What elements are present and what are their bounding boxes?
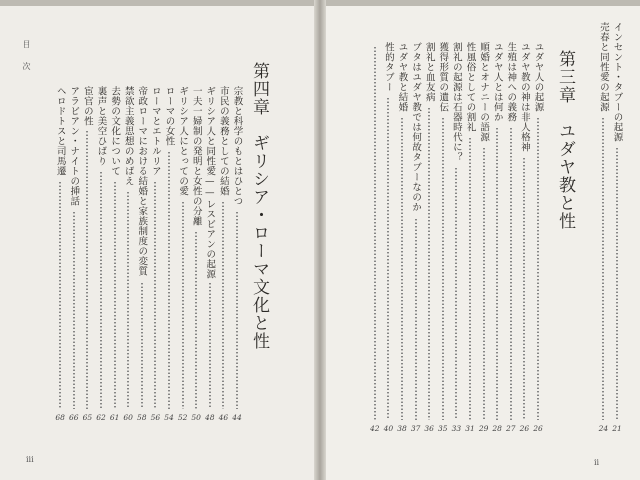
toc-page-number: 36: [424, 424, 434, 433]
leader-dots: [523, 157, 525, 420]
toc-page-number: 24: [598, 424, 609, 433]
toc-entry-title: 禁欲主義思想のめばえ: [122, 86, 134, 186]
toc-entry-title: 市民の義務としての結婚: [217, 86, 229, 196]
leader-dots: [154, 181, 156, 409]
leader-dots: [537, 117, 539, 420]
toc-page-number: 29: [478, 424, 489, 433]
toc-entry-title: 一夫一婦制の発明と女性の分離: [190, 86, 202, 226]
toc-page-number: 26: [519, 424, 530, 433]
toc-entry-title: 割礼の起源は石器時代に？: [450, 42, 462, 162]
leader-dots: [168, 151, 170, 409]
toc-page-number: 60: [123, 413, 133, 422]
toc-page-number: 21: [612, 424, 622, 433]
toc-entry-title: ユダヤ人の起源: [532, 42, 544, 112]
left-folio: iii: [26, 455, 34, 464]
leader-dots: [114, 181, 116, 409]
toc-entry-title: ギリシア人にとっての愛: [177, 86, 189, 196]
toc-page-number: 44: [232, 413, 242, 422]
leader-dots: [222, 201, 224, 409]
leader-dots: [182, 201, 184, 409]
leader-dots: [483, 147, 485, 420]
toc-page-number: 31: [465, 424, 475, 433]
chapter-3-title: 第三章 ユダヤ教と性: [555, 50, 575, 230]
toc-entry-title: ブタはユダヤ教では何故タブーなのか: [410, 42, 422, 212]
toc-entry-title: 去勢の文化について: [109, 86, 121, 176]
toc-page-number: 54: [164, 413, 174, 422]
leader-dots: [602, 117, 604, 420]
toc-page-number: 35: [438, 424, 448, 433]
toc-entry-title: ローマの女性: [163, 86, 175, 146]
leader-dots: [496, 127, 498, 420]
toc-page-number: 48: [205, 413, 215, 422]
leader-dots: [127, 191, 129, 409]
toc-entry-title: ユダヤ教の神は非人格神: [518, 42, 530, 152]
toc-page-number: 50: [191, 413, 201, 422]
toc-page-number: 37: [410, 424, 421, 433]
leader-dots: [86, 130, 88, 409]
book-gutter: [314, 0, 326, 480]
leader-dots: [141, 282, 143, 409]
toc-page-number: 65: [82, 413, 93, 422]
toc-entry-title: ユダヤ人とは何か: [491, 42, 503, 122]
right-folio: ii: [594, 458, 600, 467]
toc-entry-title: ヘロドトスと司馬遷: [54, 86, 66, 176]
toc-entry-title: ユダヤ教と結婚: [396, 42, 408, 112]
toc-entry-title: 宗教と科学のもとはひとつ: [231, 86, 243, 206]
toc-entry-title: 帝政ローマにおける結婚と家族制度の変質: [136, 86, 148, 276]
toc-page-number: 28: [492, 424, 502, 433]
toc-page-number: 66: [69, 413, 79, 422]
leader-dots: [428, 107, 430, 420]
toc-page-number: 38: [397, 424, 407, 433]
toc-page-number: 46: [218, 413, 229, 422]
left-page: [0, 6, 318, 480]
toc-page-number: 40: [383, 424, 394, 433]
toc-entry-title: 順婚とオナニーの語源: [478, 42, 490, 142]
toc-page-number: 33: [451, 424, 462, 433]
leader-dots: [616, 147, 618, 420]
toc-page-number: 27: [506, 424, 516, 433]
toc-entry-title: 割礼と血友病: [423, 42, 435, 102]
toc-entry-title: インセント・タブーの起源: [611, 22, 623, 142]
toc-page-number: 61: [109, 413, 120, 422]
toc-entry-title: 獲得形質の遺伝: [437, 42, 449, 112]
leader-dots: [100, 171, 102, 409]
toc-page-number: 42: [370, 424, 380, 433]
leader-dots: [469, 137, 471, 420]
toc-entry-title: 性風俗としての割礼: [464, 42, 476, 132]
toc-entry-title: ローマとエトルリア: [149, 86, 161, 176]
toc-entry-title: 売春と同性愛の起源: [597, 22, 609, 112]
leader-dots: [415, 218, 417, 420]
toc-page-number: 56: [150, 413, 161, 422]
leader-dots: [455, 167, 457, 420]
toc-entry-title: 生殖は神への義務: [505, 42, 517, 122]
leader-dots: [387, 97, 389, 421]
leader-dots: [401, 117, 403, 420]
leader-dots: [209, 282, 211, 409]
toc-entry-title: アラビアン・ナイトの挿話: [68, 86, 80, 206]
toc-entry-title: 裏声と美空ひばり: [95, 86, 107, 166]
leader-dots: [59, 181, 61, 409]
leader-dots: [73, 211, 75, 409]
leader-dots: [374, 46, 376, 420]
toc-entry-title: 宦官の性: [81, 86, 93, 126]
leader-dots: [236, 211, 238, 409]
toc-page-number: 58: [137, 413, 147, 422]
toc-page-number: 52: [177, 413, 188, 422]
toc-page-number: 68: [55, 413, 65, 422]
chapter-4-title: 第四章 ギリシア・ローマ文化と性: [249, 62, 269, 350]
leader-dots: [510, 127, 512, 420]
running-head: 目次: [22, 40, 31, 84]
toc-page-number: 26: [533, 424, 543, 433]
toc-entry-title: 性的タブー: [382, 42, 394, 92]
toc-page-number: 62: [96, 413, 106, 422]
leader-dots: [195, 231, 197, 409]
leader-dots: [442, 117, 444, 420]
toc-entry-title: ギリシア人と同性愛——レスビアンの起源: [204, 86, 216, 279]
